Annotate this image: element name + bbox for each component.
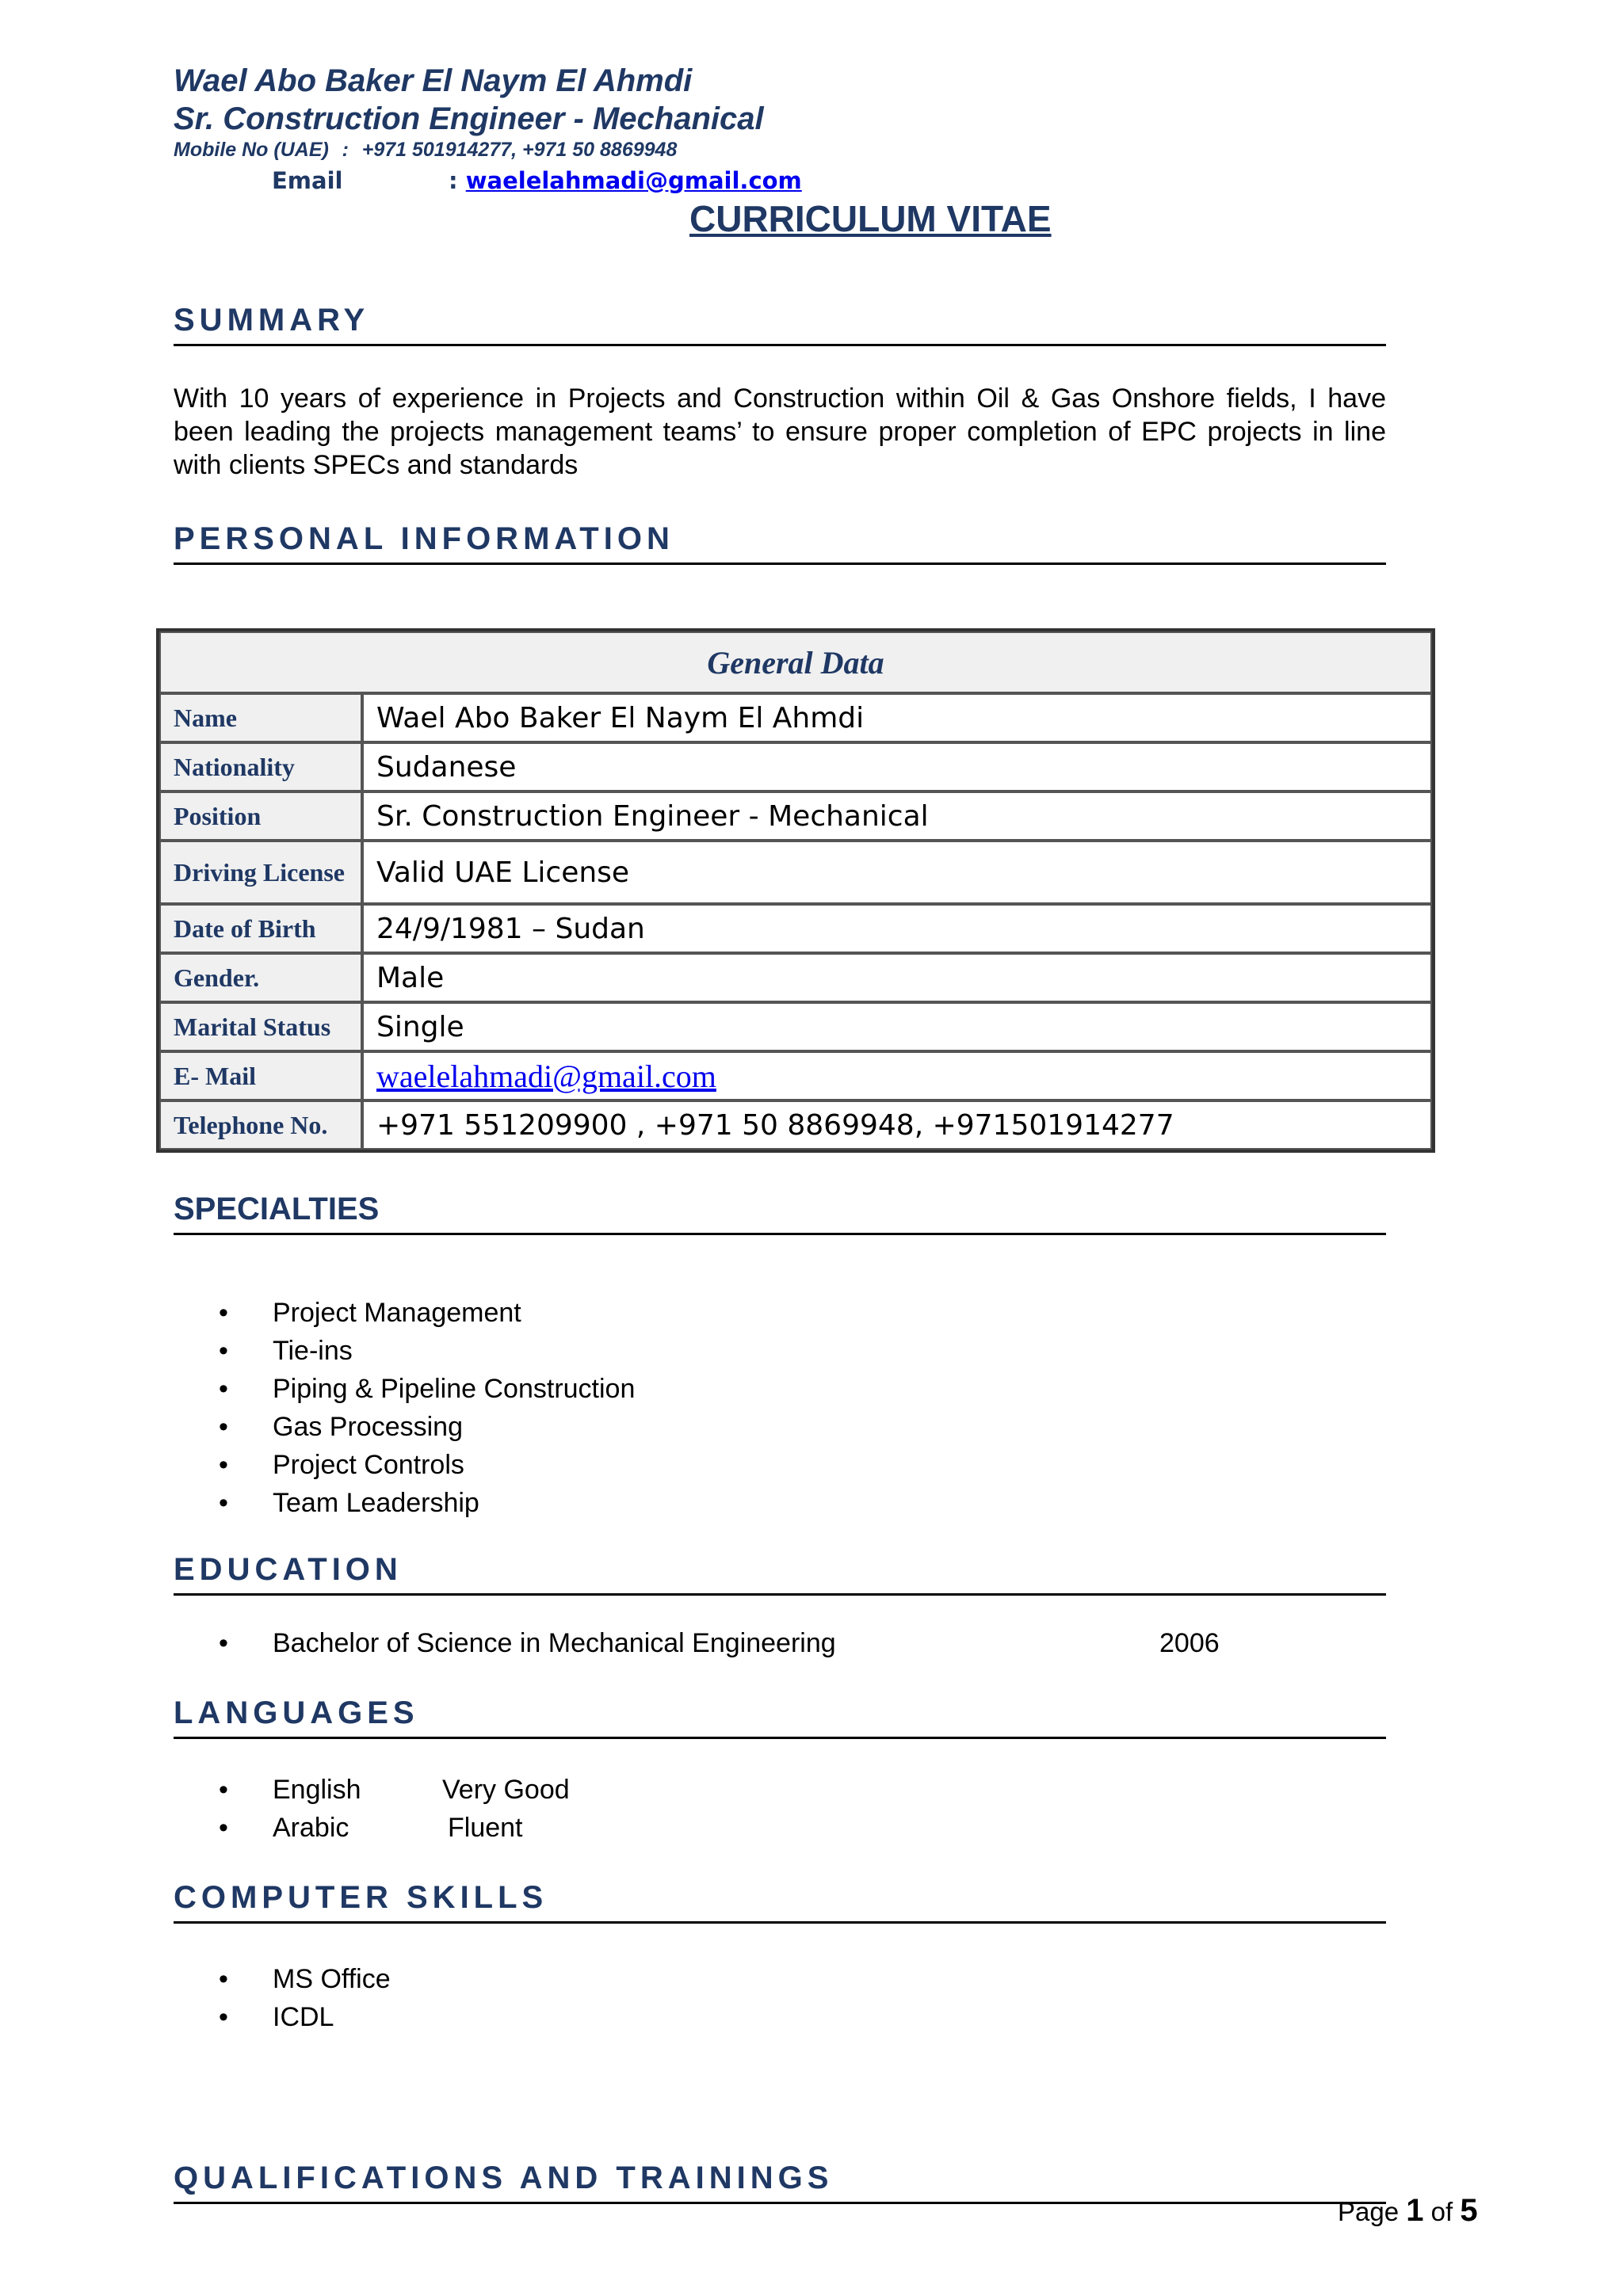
- section-qualifications-heading: QUALIFICATIONS AND TRAININGS: [174, 2157, 1386, 2204]
- list-item: • Project Controls: [174, 1446, 635, 1484]
- table-row: [159, 1002, 1432, 1051]
- row-label: Nationality: [159, 742, 362, 791]
- row-value: 24/9/1981 – Sudan: [362, 904, 1432, 953]
- page-number: [1338, 2193, 1478, 2229]
- mobile-value: +971 501914277, +971 50 8869948: [361, 139, 678, 161]
- header-position: Sr. Construction Engineer - Mechanical: [174, 101, 764, 136]
- list-item: • ICDL: [174, 1998, 391, 2036]
- footer-prefix: Page: [1338, 2197, 1400, 2226]
- row-label: Marital Status: [159, 1002, 362, 1051]
- row-label: Gender.: [159, 953, 362, 1002]
- summary-text: With 10 years of experience in Projects and Construction within Oil & Gas Onshore fields, I have been leading the projects management teams’ to ensure proper completion of EPC projects in line with clients SPECs and standards: [174, 383, 1386, 480]
- header-mobile: [174, 138, 677, 162]
- row-value: Single: [362, 1002, 1432, 1051]
- computer-skills-list: [174, 1960, 391, 2036]
- footer-page: 1: [1406, 2193, 1424, 2228]
- language-level: Fluent: [448, 1813, 523, 1843]
- row-label: Driving License: [159, 841, 362, 904]
- row-label: Date of Birth: [159, 904, 362, 953]
- footer-of: of: [1430, 2197, 1453, 2226]
- list-item: • MS Office: [174, 1960, 391, 1998]
- document-title: CURRICULUM VITAE: [689, 198, 1052, 239]
- row-label: Name: [159, 693, 362, 742]
- table-row: [159, 1100, 1432, 1150]
- general-data-caption: General Data: [159, 631, 1432, 693]
- table-row: [159, 742, 1432, 791]
- list-item: • Bachelor of Science in Mechanical Engineering: [174, 1624, 836, 1662]
- list-item: • Piping & Pipeline Construction: [174, 1370, 635, 1408]
- mobile-label: Mobile No (UAE): [174, 139, 329, 161]
- header-email-link[interactable]: waelelahmadi@gmail.com: [465, 167, 802, 194]
- specialties-list: [174, 1294, 635, 1522]
- row-value: [362, 1051, 1432, 1100]
- list-item: • English: [174, 1771, 361, 1809]
- list-item: • Project Management: [174, 1294, 635, 1332]
- table-row: [159, 693, 1432, 742]
- row-value: Wael Abo Baker El Naym El Ahmdi: [362, 693, 1432, 742]
- section-summary-heading: SUMMARY: [174, 299, 1386, 346]
- footer-total: 5: [1460, 2193, 1478, 2228]
- list-item: • Team Leadership: [174, 1484, 635, 1522]
- language-level: Very Good: [442, 1775, 570, 1805]
- email-separator: :: [449, 167, 458, 194]
- table-row: [159, 841, 1432, 904]
- row-value: +971 551209900 , +971 50 8869948, +971501914277: [362, 1100, 1432, 1150]
- table-row: [159, 1051, 1432, 1100]
- table-row: [159, 953, 1432, 1002]
- row-value: Sudanese: [362, 742, 1432, 791]
- table-row: [159, 791, 1432, 841]
- row-value: Male: [362, 953, 1432, 1002]
- mobile-separator: :: [342, 139, 349, 161]
- education-year: 2006: [1159, 1628, 1220, 1658]
- email-link[interactable]: waelelahmadi@gmail.com: [376, 1058, 716, 1094]
- email-label: Email: [272, 167, 343, 194]
- row-label: Telephone No.: [159, 1100, 362, 1150]
- header-email: [449, 166, 802, 195]
- row-value: Valid UAE License: [362, 841, 1432, 904]
- row-label: Position: [159, 791, 362, 841]
- table-row: [159, 904, 1432, 953]
- row-value: Sr. Construction Engineer - Mechanical: [362, 791, 1432, 841]
- section-personal-heading: PERSONAL INFORMATION: [174, 518, 1386, 565]
- education-list: [174, 1624, 836, 1662]
- section-education-heading: EDUCATION: [174, 1549, 1386, 1596]
- list-item: • Gas Processing: [174, 1408, 635, 1446]
- section-computer-heading: COMPUTER SKILLS: [174, 1877, 1386, 1924]
- section-specialties-heading: SPECIALTIES: [174, 1188, 1386, 1235]
- section-languages-heading: LANGUAGES: [174, 1692, 1386, 1739]
- general-data-table: [156, 628, 1435, 1153]
- header-name: Wael Abo Baker El Naym El Ahmdi: [174, 63, 693, 98]
- list-item: • Arabic: [174, 1809, 361, 1847]
- languages-list: [174, 1771, 361, 1847]
- row-label: E- Mail: [159, 1051, 362, 1100]
- list-item: • Tie-ins: [174, 1332, 635, 1370]
